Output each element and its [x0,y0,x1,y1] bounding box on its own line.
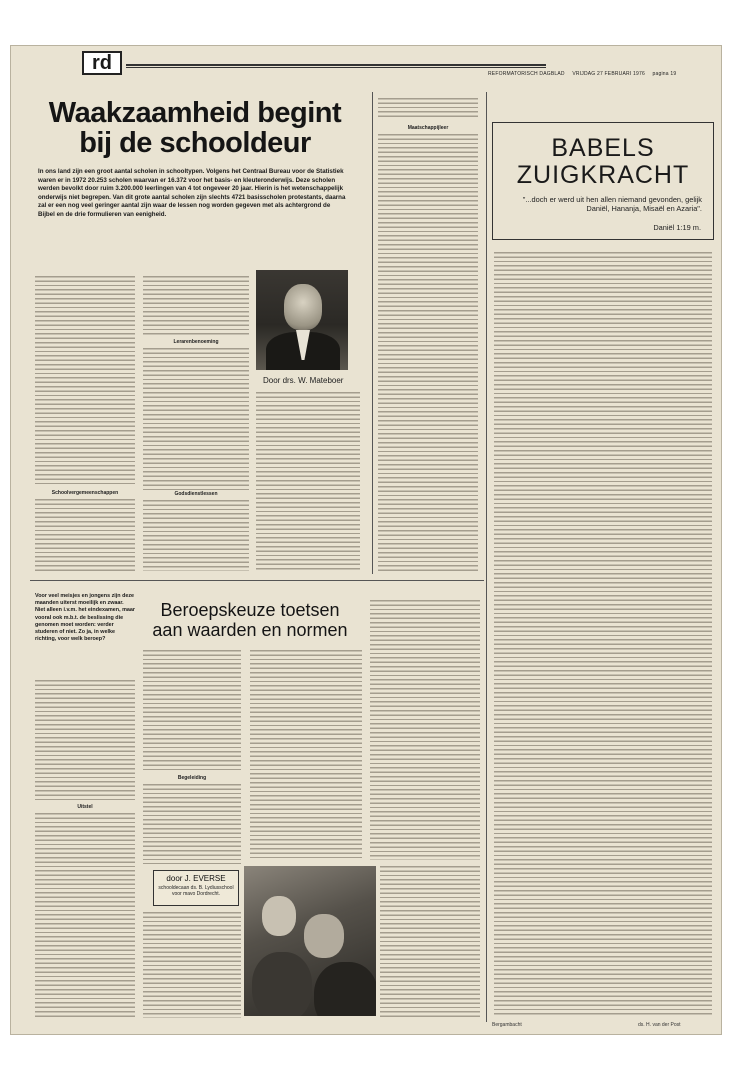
body-column [143,912,241,1018]
body-column [143,276,249,336]
signoff-author: ds. H. van der Post [638,1022,681,1028]
headline-line-1: Waakzaamheid begint [48,97,342,129]
subhead-godsdienstlessen: Godsdienstlessen [174,491,218,497]
subhead-begeleiding: Begeleiding [177,775,207,781]
subhead-schoolvergemeenschappen: Schoolvergemeenschappen [51,490,119,496]
students-photo [244,866,376,1016]
column-rule [372,92,373,574]
sidebar-lead: Voor veel meisjes en jongens zijn deze maanden uiterst moeilijk en zwaar. Niet alleen i.v.m. het eindexamen, maar vooral ook m.b.t. de beslissing die genomen moet worden: verder studeren of niet. Zo ja, in welke richting, voor welk beroep? [35,593,135,643]
logo-text: rd [92,52,112,74]
article3-headline-line-2: aan waarden en normen [152,620,348,640]
body-column [35,813,135,1018]
page-number: pagina 19 [652,71,677,77]
body-column [370,600,480,860]
headline-line-2: bij de schooldeur [79,127,311,159]
body-column [143,500,249,571]
newspaper-name: REFORMATORISCH DAGBLAD [488,71,565,77]
babels-title [493,135,713,189]
column-rule [486,92,487,1022]
babels-title-line-2: ZUIGKRACHT [516,161,690,189]
bible-reference: Daniël 1:19 m. [653,223,701,232]
body-column [143,348,249,490]
section-rule [30,580,484,581]
body-column [35,499,135,571]
body-column [35,276,135,486]
photo-caption: Door drs. W. Mateboer [263,376,344,385]
article-headline [30,98,360,158]
page-info [488,71,682,77]
issue-date: VRIJDAG 27 FEBRUARI 1976 [572,71,645,77]
body-column [494,252,712,1016]
article-lead: In ons land zijn een groot aantal scholen in schooltypen. Volgens het Centraal Bureau voor de Statistiek waren er in 1972 20.253 scholen waarvan er 16.372 voor het basis- en kleuteronderwijs. Deze scholen werden bevolkt door ruim 3.200.000 leerlingen van 4 tot ongeveer 20 jaar. Hierin is het wetenschappelijk onderwijs niet begrepen. Van dit grote aantal scholen zijn slechts 4721 basisscholen protestants, daarna zal er een nog veel geringer aantal zijn waar de lessen nog worden gegeven met als achtergrond de Bijbel en de drie formulieren van eenigheid. [38,168,346,218]
subhead-uitstel: Uitstel [77,804,93,810]
babels-title-box [492,122,714,240]
author-name: door J. EVERSE [166,874,226,883]
body-column [380,866,480,1018]
author-description: schooldecaan ds. B. Lydiusschool voor mavo Dordrecht. [158,885,234,897]
article3-headline-line-1: Beroepskeuze toetsen [160,600,340,620]
masthead-rule [126,64,546,66]
body-column [35,680,135,800]
article3-headline [130,600,370,640]
body-column [250,650,362,860]
body-column [378,134,478,574]
babels-title-line-1: BABELS [551,134,655,162]
body-column [256,392,360,572]
signoff-place: Bergambacht [492,1022,522,1028]
bible-quote: "...doch er werd uit hen allen niemand gevonden, gelijk Daniël, Hananja, Misaël en Azaria". [522,195,702,213]
author-box [153,870,239,906]
body-column [143,650,241,770]
author-portrait-photo [256,270,348,370]
newspaper-logo [82,51,122,75]
body-column [143,784,241,864]
masthead-rule-thin [126,67,546,68]
subhead-lerarenbenoeming: Lerarenbenoeming [173,339,219,345]
body-column [378,98,478,120]
subhead-maatschappijleer: Maatschappijleer [407,125,449,131]
